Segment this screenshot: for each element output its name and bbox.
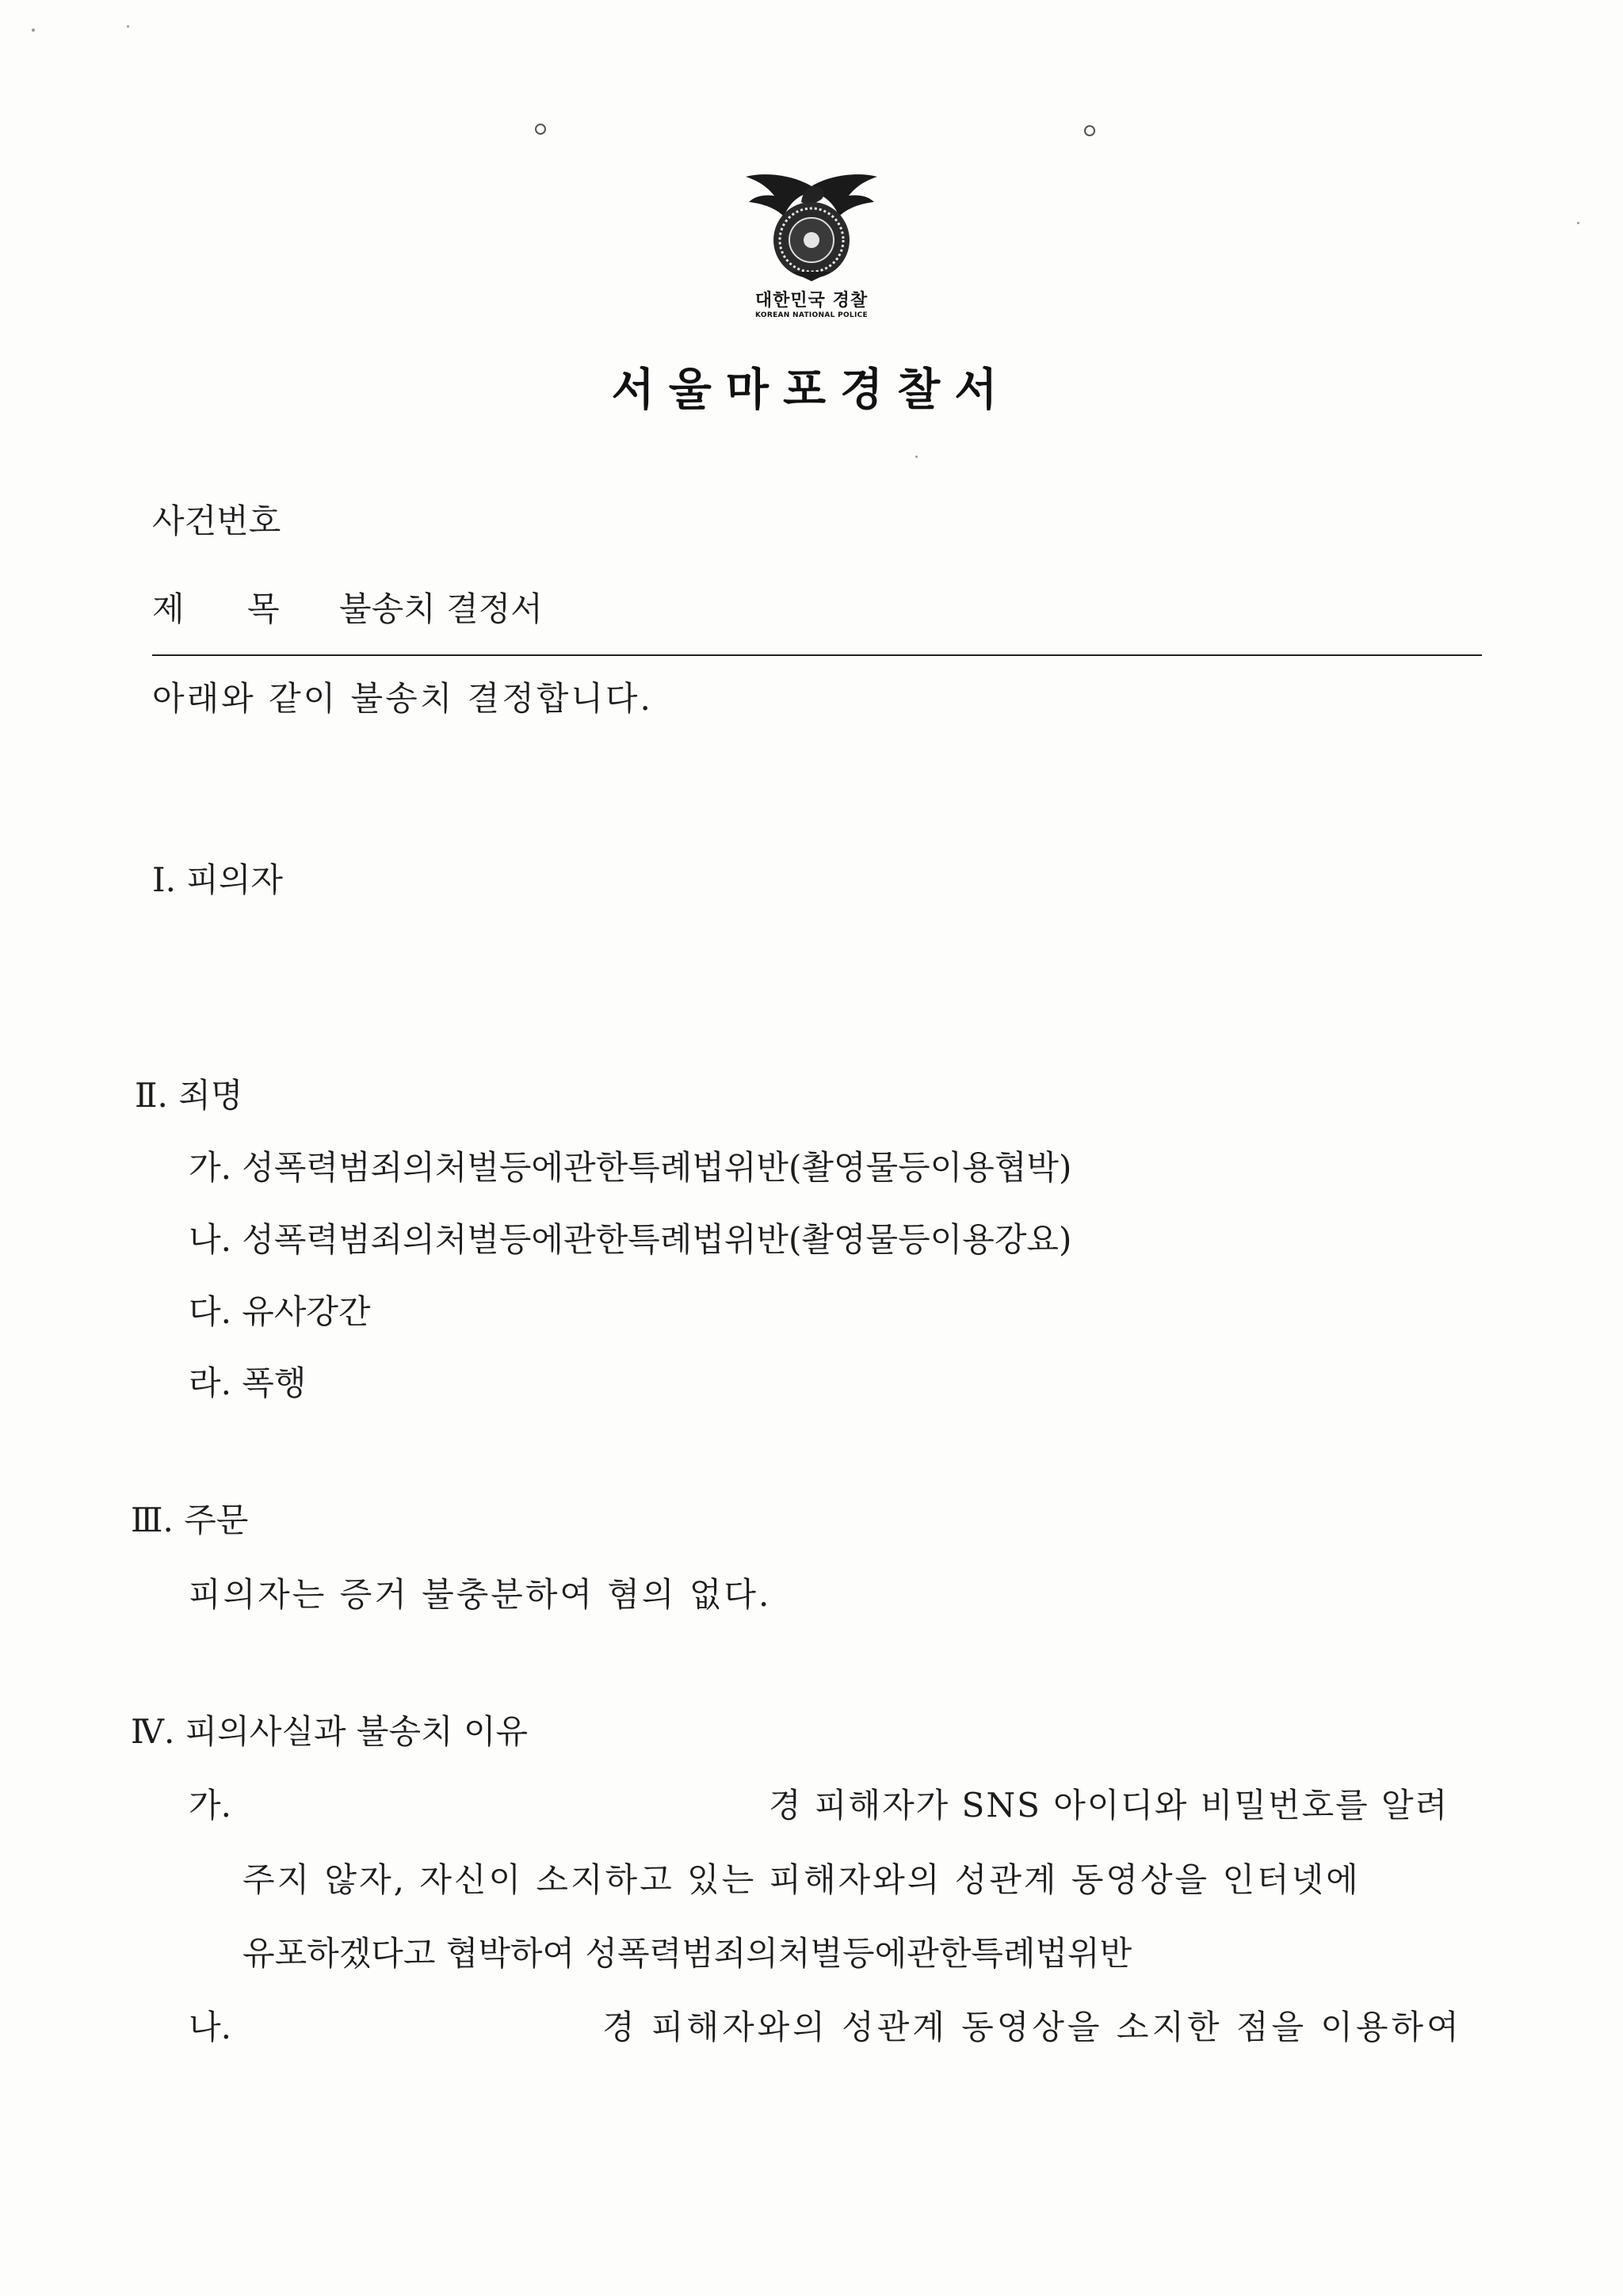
- case-number-label: 사건번호: [152, 502, 281, 540]
- facts-item-a-line: 유포하겠다고 협박하여 성폭력범죄의처벌등에관한특례법위반: [242, 1934, 1132, 1973]
- order-text: 피의자는 증거 불충분하여 혐의 없다.: [189, 1575, 772, 1614]
- facts-item-a-marker: 가.: [189, 1786, 231, 1825]
- facts-item-a-line: 경 피해자가 SNS 아이디와 비밀번호를 알려: [769, 1786, 1449, 1825]
- police-emblem: [716, 170, 907, 319]
- scan-speck: [127, 25, 129, 28]
- section-facts-heading: Ⅳ. 피의사실과 불송치 이유: [131, 1712, 529, 1751]
- facts-item-a-line: 주지 않자, 자신이 소지하고 있는 피해자와의 성관계 동영상을 인터넷에: [242, 1860, 1361, 1899]
- charge-item: 나. 성폭력범죄의처벌등에관한특례법위반(촬영물등이용강요): [189, 1220, 1072, 1259]
- subject-label-1: 제: [152, 589, 185, 628]
- charge-item: 라. 폭행: [189, 1363, 307, 1402]
- scan-speck: [32, 29, 35, 32]
- emblem-label-english: KOREAN NATIONAL POLICE: [755, 311, 868, 319]
- header-divider: [152, 654, 1482, 656]
- section-suspect-heading: Ⅰ. 피의자: [152, 860, 284, 899]
- facts-item-b-line: 경 피해자와의 성관계 동영상을 소지한 점을 이용하여: [602, 2008, 1462, 2046]
- punch-hole: [1084, 125, 1095, 136]
- emblem-label-korean: 대한민국 경찰: [754, 291, 869, 311]
- facts-item-b-marker: 나.: [189, 2008, 231, 2046]
- org-title: 서울마포경찰서: [611, 364, 1012, 416]
- eagle-emblem-icon: [744, 170, 879, 285]
- punch-hole: [535, 124, 546, 135]
- section-charges-heading: Ⅱ. 죄명: [135, 1076, 243, 1115]
- charge-item: 가. 성폭력범죄의처벌등에관한특례법위반(촬영물등이용협박): [189, 1148, 1072, 1187]
- subject-label-2: 목: [247, 589, 280, 628]
- scan-speck: [915, 456, 918, 458]
- subject-value: 불송치 결정서: [339, 589, 543, 628]
- intro-text: 아래와 같이 불송치 결정합니다.: [152, 679, 653, 718]
- section-order-heading: Ⅲ. 주문: [131, 1501, 249, 1539]
- charge-item: 다. 유사강간: [189, 1292, 371, 1331]
- scan-speck: [1577, 222, 1579, 224]
